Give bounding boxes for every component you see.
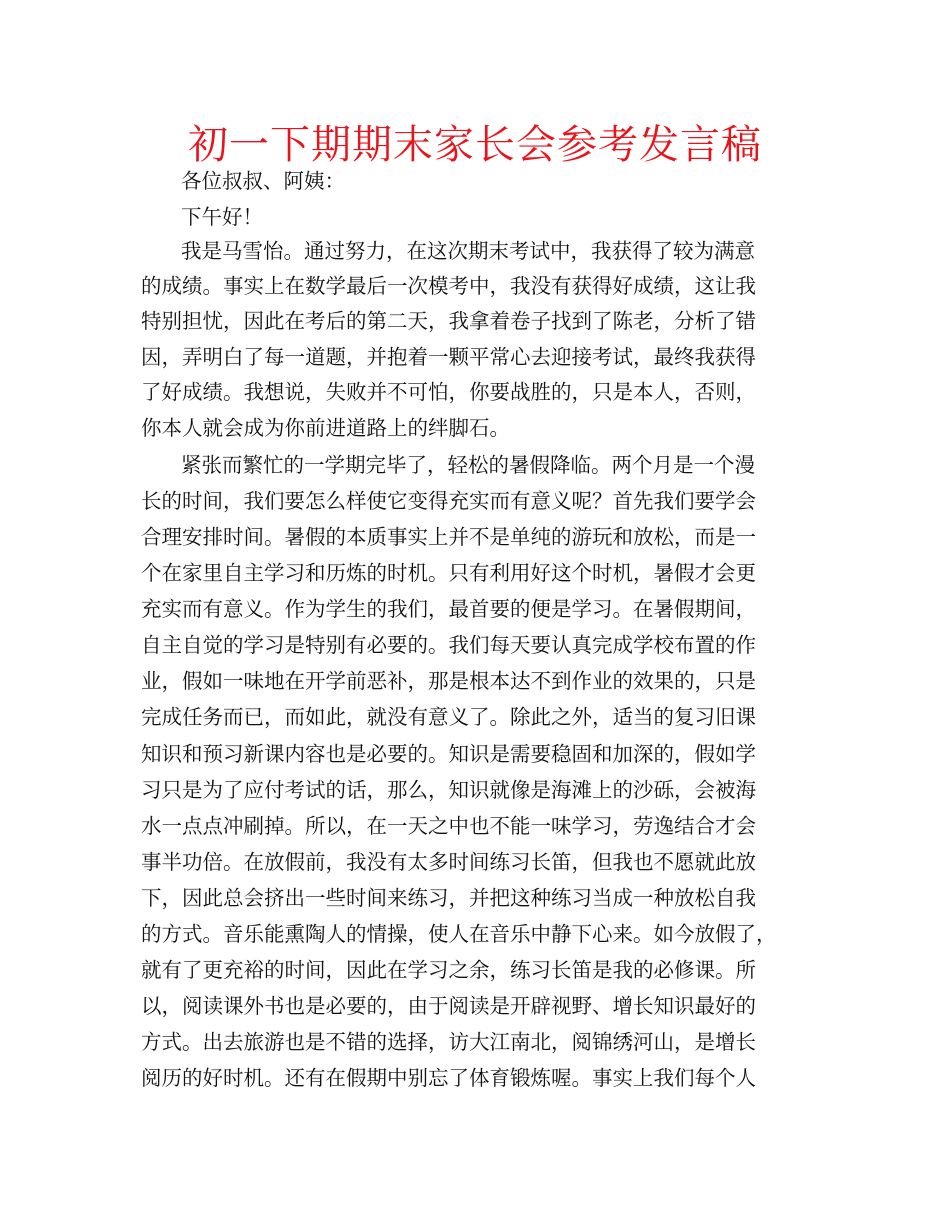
text-line: 下午好！	[181, 205, 263, 229]
text-line: 知识和预习新课内容也是必要的。知识是需要稳固和加深的，假如学	[141, 742, 756, 766]
text-line: 方式。出去旅游也是不错的选择，访大江南北，阅锦绣河山，是增长	[141, 1030, 756, 1054]
text-line: 个在家里自主学习和历炼的时机。只有利用好这个时机，暑假才会更	[141, 561, 756, 585]
text-line: 习只是为了应付考试的话，那么，知识就像是海滩上的沙砾，会被海	[141, 778, 756, 802]
text-line: 业，假如一味地在开学前恶补，那是根本达不到作业的效果的，只是	[141, 669, 756, 693]
text-line: 了好成绩。我想说，失败并不可怕，你要战胜的，只是本人，否则，	[141, 380, 756, 404]
document-title: 初一下期期末家长会参考发言稿	[188, 122, 762, 168]
text-line: 的成绩。事实上在数学最后一次模考中，我没有获得好成绩，这让我	[141, 274, 756, 298]
text-line: 合理安排时间。暑假的本质事实上并不是单纯的游玩和放松，而是一	[141, 525, 756, 549]
text-line: 因，弄明白了每一道题，并抱着一颗平常心去迎接考试，最终我获得	[141, 345, 756, 369]
text-line: 就有了更充裕的时间，因此在学习之余，练习长笛是我的必修课。所	[141, 958, 756, 982]
text-line: 我是马雪怡。通过努力，在这次期末考试中，我获得了较为满意	[181, 239, 755, 263]
text-line: 特别担忧，因此在考后的第二天，我拿着卷子找到了陈老，分析了错	[141, 309, 756, 333]
text-line: 以，阅读课外书也是必要的，由于阅读是开辟视野、增长知识最好的	[141, 994, 756, 1018]
text-line: 下，因此总会挤出一些时间来练习，并把这种练习当成一种放松自我	[141, 886, 756, 910]
text-line: 自主自觉的学习是特别有必要的。我们每天要认真完成学校布置的作	[141, 633, 756, 657]
text-line: 完成任务而已，而如此，就没有意义了。除此之外，适当的复习旧课	[141, 705, 756, 729]
text-line: 的方式。音乐能熏陶人的情操，使人在音乐中静下心来。如今放假了，	[141, 922, 777, 946]
text-line: 各位叔叔、阿姨：	[181, 169, 345, 193]
text-line: 紧张而繁忙的一学期完毕了，轻松的暑假降临。两个月是一个漫	[181, 453, 755, 477]
text-line: 充实而有意义。作为学生的我们，最首要的便是学习。在暑假期间，	[141, 597, 756, 621]
text-line: 长的时间，我们要怎么样使它变得充实而有意义呢？首先我们要学会	[141, 489, 756, 513]
text-line: 水一点点冲刷掉。所以，在一天之中也不能一味学习，劳逸结合才会	[141, 814, 756, 838]
text-line: 事半功倍。在放假前，我没有太多时间练习长笛，但我也不愿就此放	[141, 850, 756, 874]
text-line: 你本人就会成为你前进道路上的绊脚石。	[141, 416, 510, 440]
text-line: 阅历的好时机。还有在假期中别忘了体育锻炼喔。事实上我们每个人	[141, 1066, 756, 1090]
